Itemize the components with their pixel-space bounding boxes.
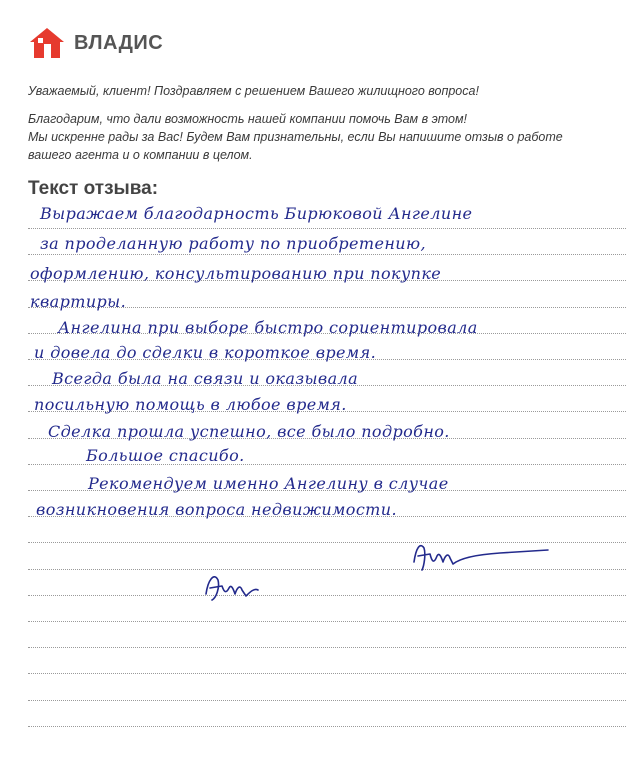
ruled-line — [28, 333, 626, 334]
review-line: посильную помощь в любое время. — [34, 395, 347, 414]
ruled-lines — [28, 208, 626, 748]
ruled-line — [28, 254, 626, 255]
review-line: и довела до сделки в короткое время. — [34, 343, 377, 362]
review-line: Ангелина при выборе быстро сориентировала — [58, 318, 478, 337]
review-line: Всегда была на связи и оказывала — [52, 369, 359, 388]
ruled-line — [28, 516, 626, 517]
ruled-line — [28, 280, 626, 281]
ruled-line — [28, 647, 626, 648]
ruled-line — [28, 307, 626, 308]
intro-request-cont: вашего агента и о компании в целом. — [28, 148, 253, 162]
ruled-line — [28, 673, 626, 674]
ruled-line — [28, 359, 626, 360]
ruled-line — [28, 569, 626, 570]
brand-name: ВЛАДИС — [74, 31, 164, 54]
review-line: Выражаем благодарность Бирюковой Ангелине — [40, 204, 473, 223]
review-line: Рекомендуем именно Ангелину в случае — [88, 474, 449, 493]
review-line: квартиры. — [30, 292, 127, 311]
review-line: за проделанную работу по приобретению, — [40, 234, 426, 253]
ruled-line — [28, 438, 626, 439]
review-title: Текст отзыва: — [28, 178, 159, 199]
ruled-line — [28, 700, 626, 701]
ruled-line — [28, 228, 626, 229]
ruled-line — [28, 542, 626, 543]
ruled-line — [28, 490, 626, 491]
review-line: оформлению, консультированию при покупке — [30, 264, 442, 283]
ruled-line — [28, 595, 626, 596]
house-logo-icon — [28, 26, 66, 60]
ruled-line — [28, 411, 626, 412]
ruled-line — [28, 385, 626, 386]
ruled-line — [28, 726, 626, 727]
ruled-line — [28, 464, 626, 465]
review-line: Большое спасибо. — [86, 446, 245, 465]
brand-logo — [28, 26, 163, 60]
intro-request: Мы искренне рады за Вас! Будем Вам признательны, если Вы напишите отзыв о работе — [28, 130, 563, 144]
review-line: возникновения вопроса недвижимости. — [36, 500, 397, 519]
review-line: Сделка прошла успешно, все было подробно. — [48, 422, 450, 441]
ruled-line — [28, 621, 626, 622]
intro-thanks: Благодарим, что дали возможность нашей компании помочь Вам в этом! — [28, 112, 468, 126]
intro-text — [28, 82, 608, 164]
intro-greeting: Уважаемый, клиент! Поздравляем с решением Вашего жилищного вопроса! — [28, 84, 479, 98]
